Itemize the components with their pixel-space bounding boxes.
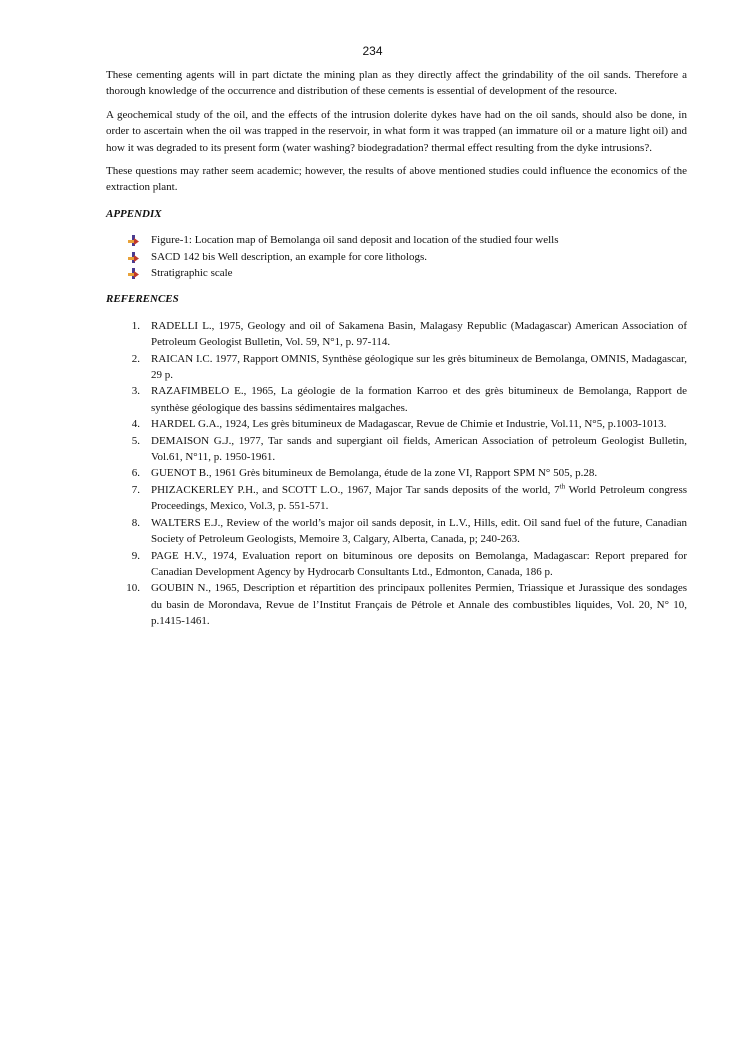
page-number: 234 <box>362 44 383 58</box>
reference-number: 9. <box>131 549 140 562</box>
appendix-list <box>106 232 687 281</box>
reference-text: RADELLI L., 1975, Geology and oil of Sakamena Basin, Malagasy Republic (Madagascar) American Association of Petroleum Geologist Bulletin, Vol. 59, N°1, p. 97-114. <box>151 319 687 349</box>
appendix-item-text: SACD 142 bis Well description, an example for core lithologs. <box>151 250 428 263</box>
reference-text: GUENOT B., 1961 Grès bitumineux de Bemolanga, étude de la zone VI, Rapport SPM N° 505, p.28. <box>151 467 598 480</box>
references-list <box>106 318 687 630</box>
reference-item <box>106 351 687 384</box>
reference-item <box>106 383 687 416</box>
reference-number: 1. <box>131 319 140 332</box>
reference-item <box>106 515 687 548</box>
reference-number: 8. <box>131 516 140 529</box>
reference-item <box>106 416 687 432</box>
reference-number: 6. <box>131 467 140 480</box>
arrow-bullet-icon <box>128 268 139 279</box>
reference-text: PAGE H.V., 1974, Evaluation report on bituminous ore deposits on Bemolanga, Madagascar: Report prepared for Canadian Development Agency by Hydrocarb Consultants Ltd., Edmonton, Canada, 186 p. <box>151 549 687 578</box>
reference-item <box>106 433 687 466</box>
reference-superscript: th <box>559 482 566 491</box>
reference-item <box>106 465 687 481</box>
paragraph-geochemical-study: A geochemical study of the oil, and the effects of the intrusion dolerite dykes have had on the oil sands, should also be done, in order to ascertain when the oil was trapped in the reservoir, in what form it was trapped (an immature oil or a mature light oil) and how it was degraded to its present form (water washing? biodegradation? thermal effect resulting from the dyke intrusions?. <box>106 108 687 154</box>
reference-text: DEMAISON G.J., 1977, Tar sands and supergiant oil fields, American Association of petroleum Geologist Bulletin, Vol.61, N°11, p. 1950-1961. <box>151 434 687 464</box>
reference-text: HARDEL G.A., 1924, Les grès bitumineux de Madagascar, Revue de Chimie et Industrie, Vol.11, N°5, p.1003-1013. <box>151 418 667 431</box>
appendix-item <box>106 232 687 248</box>
reference-text: RAICAN I.C. 1977, Rapport OMNIS, Synthèse géologique sur les grès bitumineux de Bemolanga, OMNIS, Madagascar, 29 p. <box>151 352 687 382</box>
reference-number: 3. <box>131 385 140 398</box>
arrow-bullet-icon <box>128 252 139 263</box>
reference-text: RAZAFIMBELO E., 1965, La géologie de la formation Karroo et des grès bitumineux de Bemolanga, Rapport de synthèse géologique des bassins sédimentaires malgaches. <box>151 385 687 414</box>
reference-number: 4. <box>131 418 140 431</box>
appendix-item-text: Stratigraphic scale <box>151 267 233 280</box>
arrow-bullet-icon <box>128 235 139 246</box>
reference-number: 5. <box>131 434 140 447</box>
reference-text: WALTERS E.J., Review of the world’s major oil sands deposit, in L.V., Hills, edit. Oil sand fuel of the future, Canadian Society of Petroleum Geologists, Memoire 3, Calgary, Alberta, Canada, p; 240-263. <box>151 516 687 546</box>
reference-number: 2. <box>131 352 140 365</box>
reference-item <box>106 482 687 515</box>
reference-text: GOUBIN N., 1965, Description et répartition des principaux pollenites Permien, Triassique et Jurassique des sondages du basin de Morondava, Revue de l’Institut Français de Pétrole et Annale des combustibles liquides, Vol. 20, N° 10, p.1415-1461. <box>151 582 687 628</box>
reference-number: 10. <box>126 582 140 595</box>
paragraph-cementing-agents: These cementing agents will in part dictate the mining plan as they directly affect the grindability of the oil sands. Therefore a thorough knowledge of the occurrence and distribution of these cements is essential of development of the resource. <box>106 69 687 98</box>
reference-text-before: PHIZACKERLEY P.H., and SCOTT L.O., 1967, Major Tar sands deposits of the world, 7 <box>151 483 560 496</box>
reference-number: 7. <box>131 483 140 496</box>
paragraph-academic-questions: These questions may rather seem academic; however, the results of above mentioned studies could influence the economics of the extraction plant. <box>106 165 687 194</box>
appendix-item <box>106 265 687 281</box>
reference-item <box>106 548 687 581</box>
reference-text-after: World Petroleum congress Proceedings, Mexico, Vol.3, p. 551-571. <box>151 483 688 513</box>
appendix-item <box>106 249 687 265</box>
appendix-item-text: Figure-1: Location map of Bemolanga oil sand deposit and location of the studied four wells <box>151 234 559 247</box>
reference-item <box>106 580 687 629</box>
page-body <box>106 67 687 630</box>
appendix-heading: APPENDIX <box>106 207 162 220</box>
references-heading: REFERENCES <box>106 293 179 306</box>
reference-item <box>106 318 687 351</box>
